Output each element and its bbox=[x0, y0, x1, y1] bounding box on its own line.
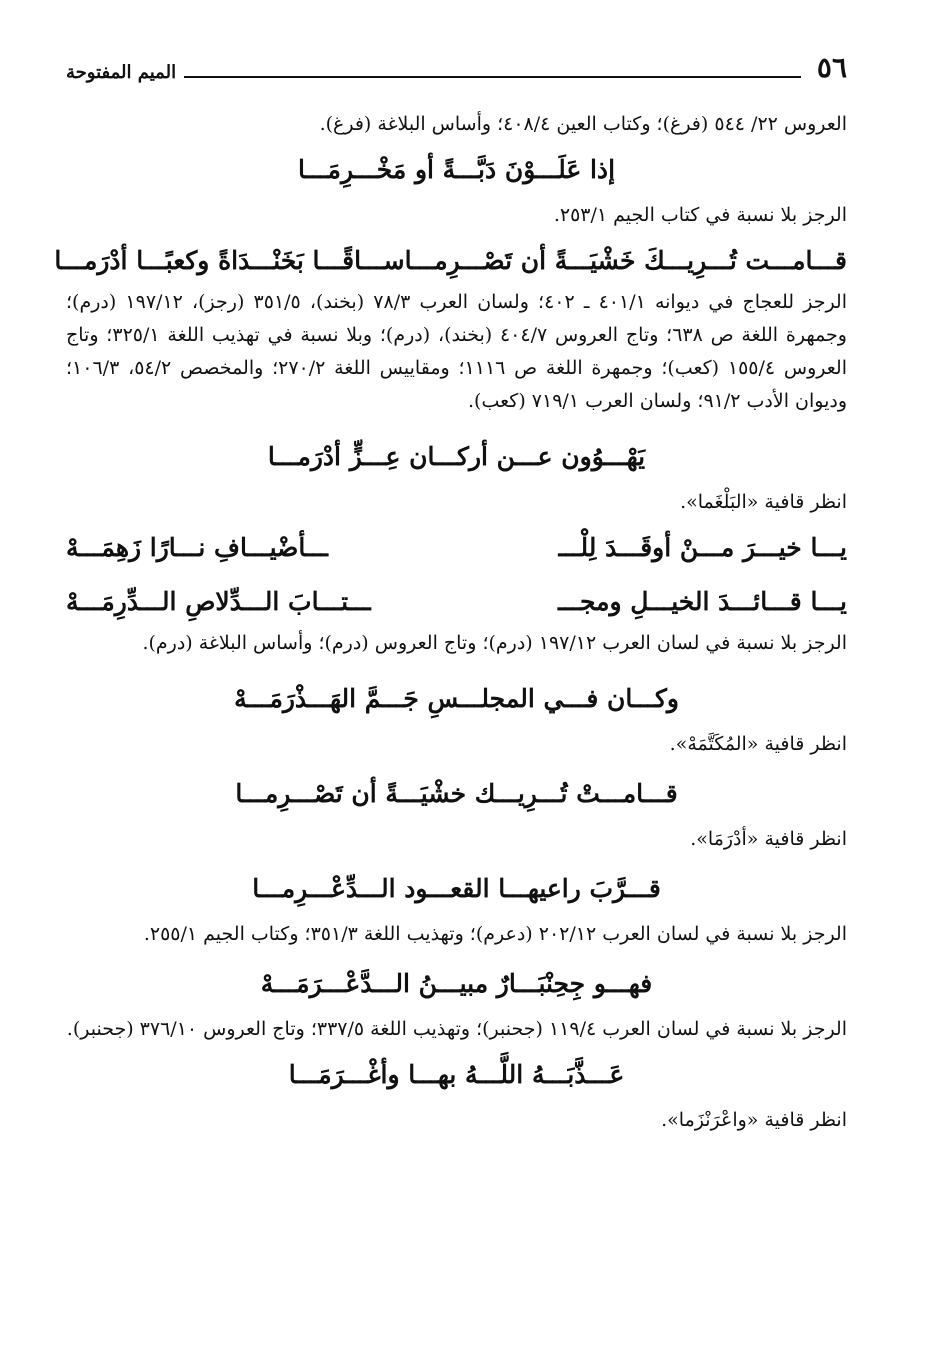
verse-line: قـــرَّبَ راعيهـــا القعـــود الـــدِّعْـــرِمـــا bbox=[252, 874, 661, 903]
citation: الرجز بلا نسبة في كتاب الجيم ٢٥٣/١. bbox=[553, 204, 847, 226]
verse-first-hemistich: قـــامـــت تُـــرِيـــكَ خَشْيَـــةً أن تَصْـــرِمـــا bbox=[404, 246, 847, 275]
cross-reference: انظر قافية «أدْرَمَا». bbox=[690, 828, 847, 850]
verse-second-hemistich: ســـاقًـــا بَخَنْـــدَاةً وكعبًـــا أدْرَمـــا bbox=[54, 246, 405, 275]
citation: الرجز بلا نسبة في لسان العرب ١٩٧/١٢ (درم)؛ وتاج العروس (درم)؛ وأساس البلاغة (درم). bbox=[142, 632, 847, 654]
verse-first-hemistich: يـــا قـــائـــدَ الخيـــلِ ومجـــ bbox=[558, 587, 847, 616]
verse-line: وكـــان فـــي المجلـــسِ جَـــمَّ الهَـــذْرَمَـــهْ bbox=[234, 684, 679, 713]
verse-line: عَـــذَّبَـــهُ اللَّـــهُ بهـــا وأغْـــرَمَـــا bbox=[288, 1060, 625, 1089]
verse-line: فهـــو جِحِنْبَـــارٌ مبيـــنُ الـــدَّعْـــرَمَـــهْ bbox=[260, 969, 653, 998]
verse-line: قـــامـــتْ تُـــرِيـــك خشْيَـــةً أن تَصْـــرِمـــا bbox=[235, 779, 678, 808]
verse-first-hemistich: يـــا خيـــرَ مـــنْ أوقَـــدَ لِلْـــ bbox=[558, 533, 847, 562]
citation: الرجز للعجاج في ديوانه ٤٠١/١ ـ ٤٠٢؛ ولسان العرب ٧٨/٣ (بخند)، ٣٥١/٥ (رجز)، ١٩٧/١٢ (درم)؛ وجمهرة اللغة ص ٦٣٨؛ وتاج العروس ٤٠٤/٧ (بخند)، (درم)؛ وبلا نسبة في تهذيب اللغة ٣٢٥/١؛ وتاج العروس ١٥٥/٤ (كعب)؛ وجمهرة اللغة ص ١١١٦؛ ومقاييس اللغة ٢٧٠/٢؛ والمخصص ٥٤/٢، ١٠٦/٣؛ وديوان الأدب ٩١/٢؛ ولسان العرب ٧١٩/١ (كعب). bbox=[66, 291, 847, 412]
page-content bbox=[54, 108, 847, 1137]
verse-second-hemistich: ـــتـــابَ الـــدِّلاصِ الـــدِّرِمَـــهْ bbox=[66, 587, 371, 616]
verse-couplet bbox=[66, 523, 847, 573]
verse-couplet bbox=[66, 577, 847, 627]
running-title: الميم المفتوحة bbox=[66, 62, 177, 83]
citation: الرجز بلا نسبة في لسان العرب ١١٩/٤ (جحنبر)؛ وتهذيب اللغة ٣٣٧/٥؛ وتاج العروس ٣٧٦/١٠ (جحنبر). bbox=[66, 1018, 847, 1040]
verse-line: إذا عَلَـــوْنَ دَبَّـــةً أو مَخْـــرِمَـــا bbox=[297, 155, 616, 184]
verse-second-hemistich: ـــأضْيـــافِ نـــارًا زَهِمَـــهْ bbox=[66, 533, 328, 562]
page-number: ٥٦ bbox=[816, 51, 847, 84]
cross-reference: انظر قافية «البَلْغَما». bbox=[680, 491, 847, 513]
citation: العروس ٢٢/ ٥٤٤ (فرغ)؛ وكتاب العين ٤٠٨/٤؛ وأساس البلاغة (فرغ). bbox=[319, 113, 847, 135]
cross-reference: انظر قافية «المُكَتَّمَهْ». bbox=[669, 733, 847, 755]
verse-line: يَهْـــوُون عـــن أركـــان عِـــزٍّ أدْرَمـــا bbox=[267, 442, 646, 471]
verse-couplet bbox=[54, 236, 847, 286]
header-rule bbox=[184, 76, 801, 78]
citation: الرجز بلا نسبة في لسان العرب ٢٠٢/١٢ (دعرم)؛ وتهذيب اللغة ٣٥١/٣؛ وكتاب الجيم ٢٥٥/١. bbox=[143, 923, 847, 945]
cross-reference: انظر قافية «واعْرَنْزَما». bbox=[661, 1109, 847, 1131]
page-header bbox=[66, 50, 847, 82]
